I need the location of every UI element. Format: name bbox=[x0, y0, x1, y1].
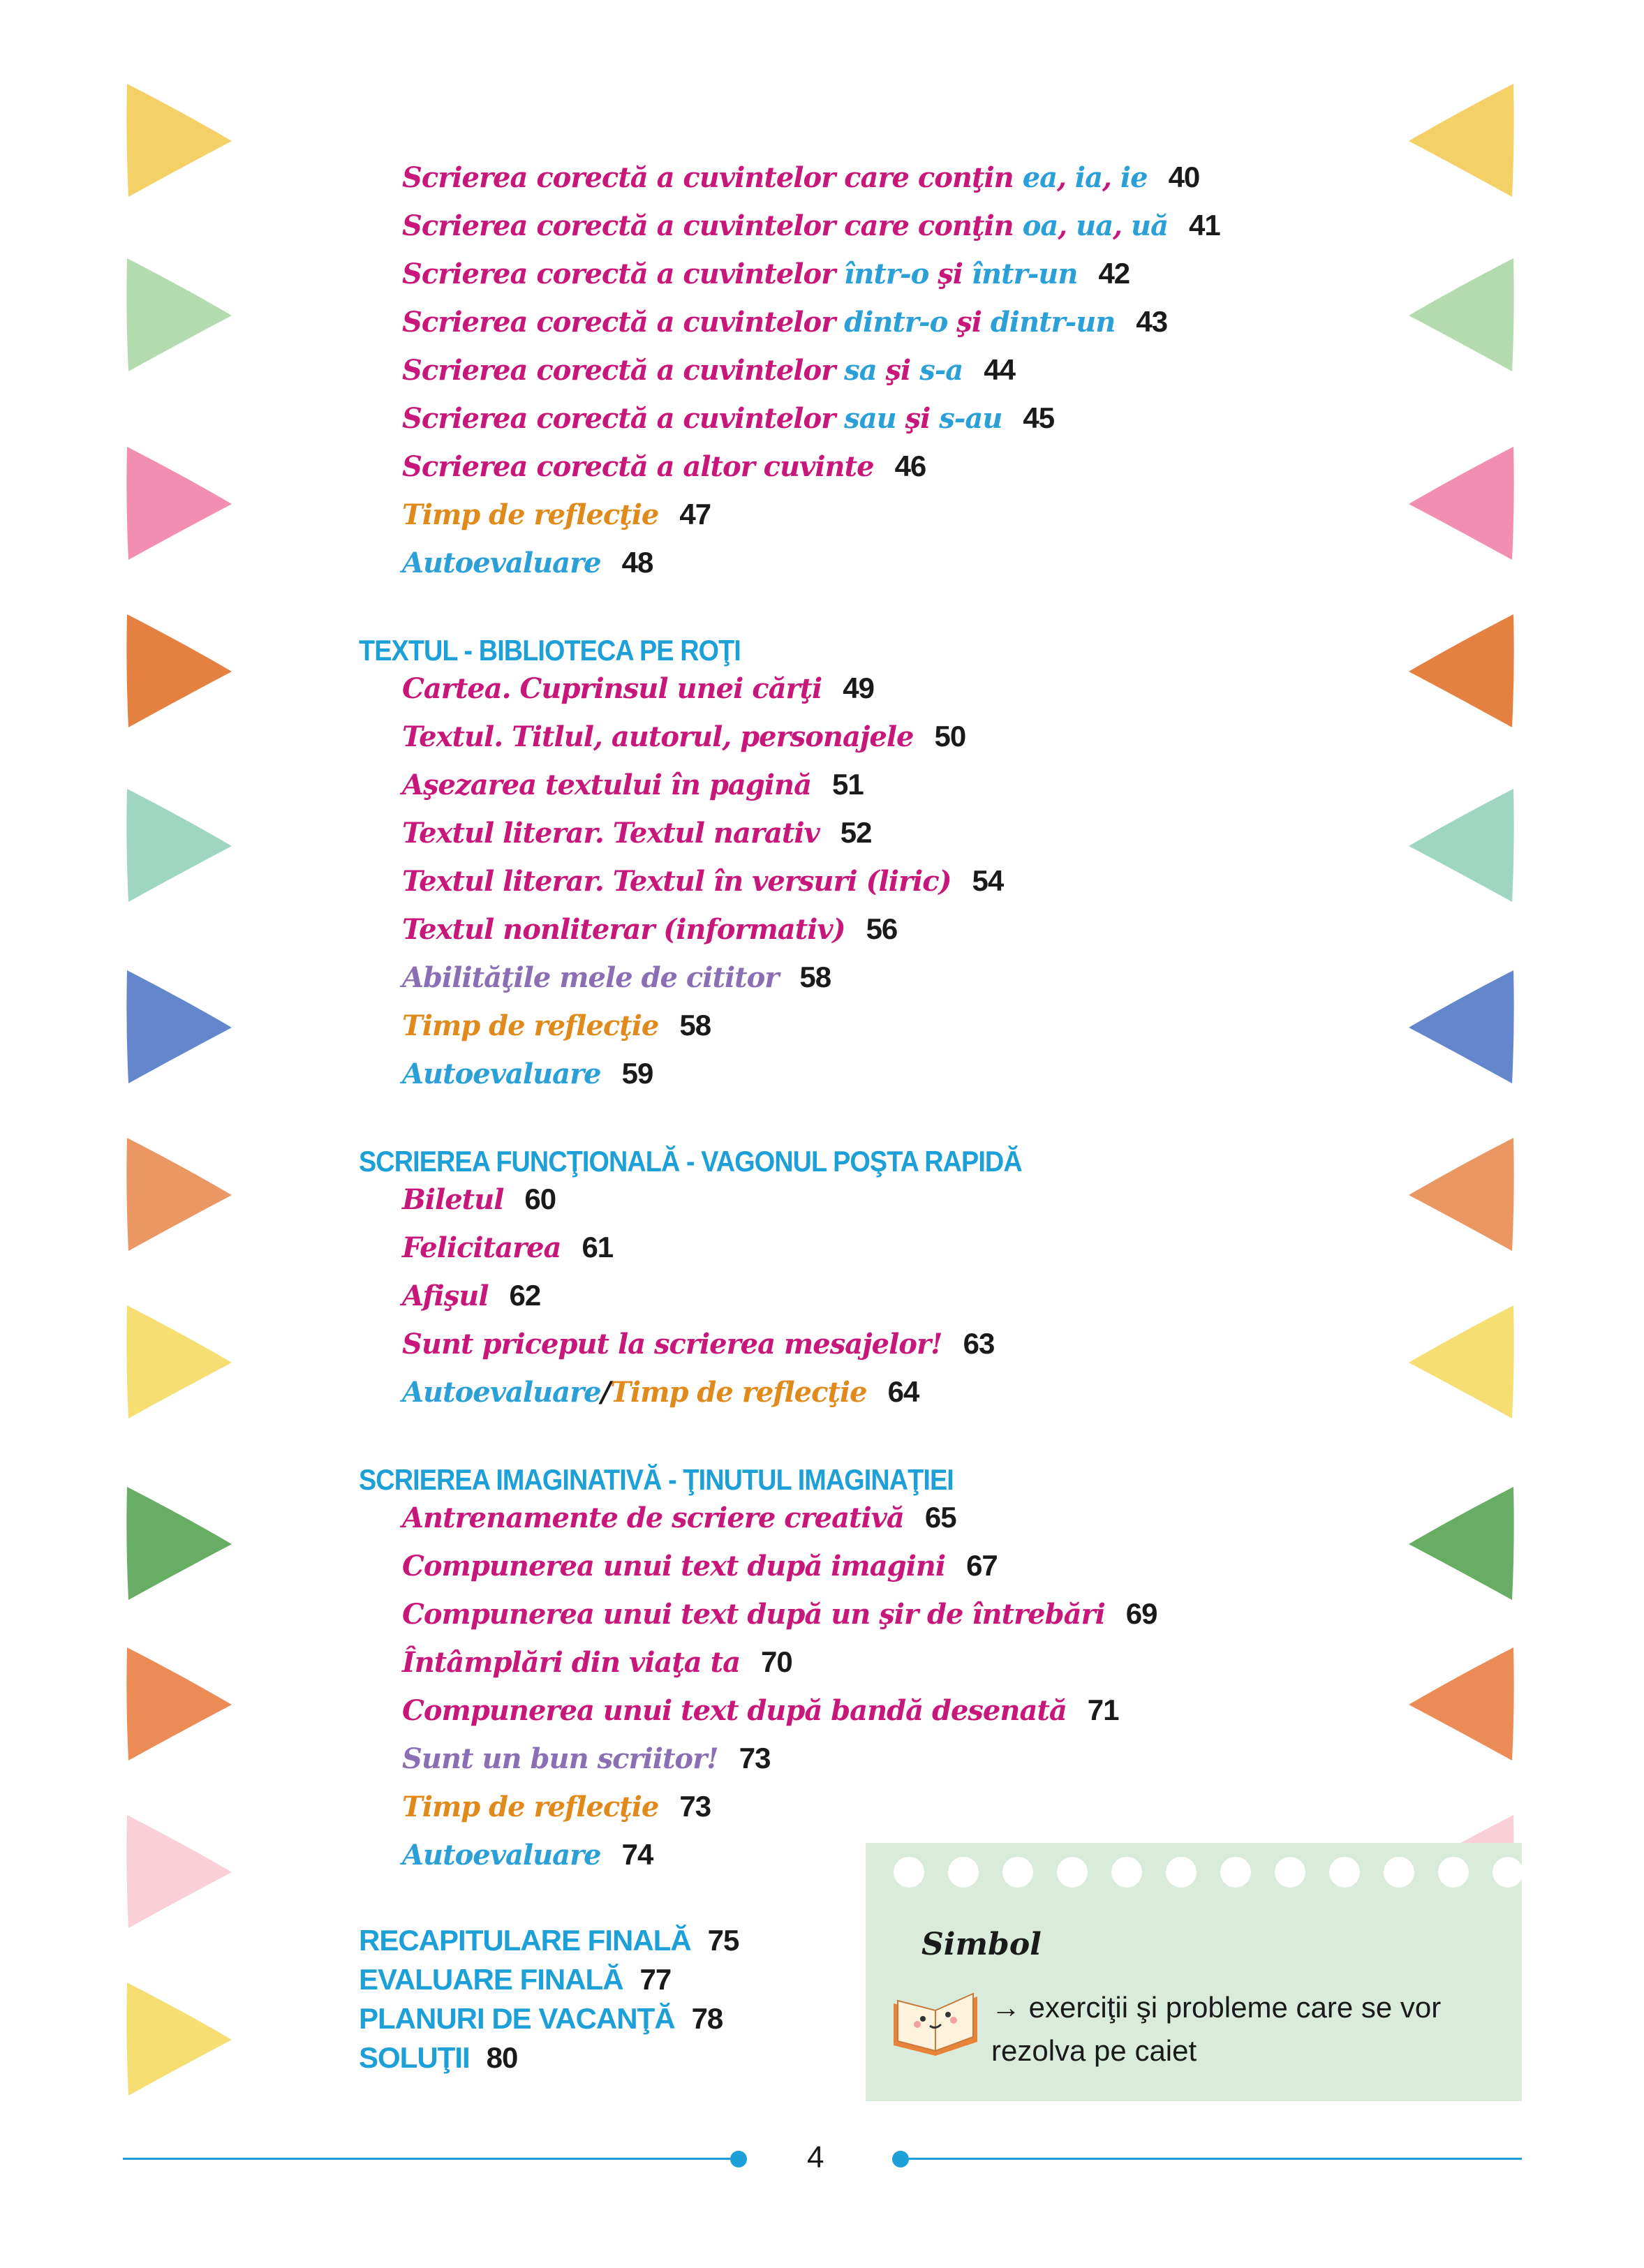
toc-entry[interactable]: Scrierea corectă a cuvintelor sa şi s-a 44 bbox=[402, 353, 1015, 387]
toc-entry[interactable]: Scrierea corectă a cuvintelor într-o şi într-un 42 bbox=[402, 257, 1130, 290]
page-number: 78 bbox=[691, 2002, 723, 2035]
section-title[interactable]: SCRIEREA FUNCŢIONALĂ - VAGONUL POŞTA RAPIDĂ bbox=[359, 1145, 1022, 1178]
toc-entry[interactable]: Scrierea corectă a cuvintelor care conţin ea, ia, ie 40 bbox=[402, 161, 1200, 194]
final-section-entry[interactable]: EVALUARE FINALĂ 77 bbox=[359, 1963, 672, 1996]
page-number: 48 bbox=[621, 546, 653, 579]
triangle-decoration bbox=[119, 1480, 237, 1606]
final-section-entry[interactable]: PLANURI DE VACANŢĂ 78 bbox=[359, 2002, 723, 2035]
toc-entry[interactable]: Compunerea unui text după bandă desenată 71 bbox=[402, 1693, 1119, 1727]
toc-entry[interactable]: Compunerea unui text după un şir de întrebări 69 bbox=[402, 1597, 1157, 1631]
triangle-decoration bbox=[119, 1976, 237, 2101]
section-title[interactable]: SCRIEREA IMAGINATIVĂ - ŢINUTUL IMAGINAŢIEI bbox=[359, 1463, 954, 1496]
footer-dot bbox=[730, 2151, 747, 2167]
toc-entry[interactable]: Autoevaluare 74 bbox=[402, 1838, 653, 1872]
toc-entry[interactable]: Autoevaluare 59 bbox=[402, 1057, 653, 1090]
page-number: 61 bbox=[582, 1231, 614, 1263]
triangle-decoration bbox=[1403, 251, 1522, 377]
toc-entry[interactable]: Timp de reflecţie 58 bbox=[402, 1009, 711, 1042]
page-number: 73 bbox=[739, 1742, 771, 1774]
triangle-decoration bbox=[119, 1298, 237, 1424]
note-title: Simbol bbox=[921, 1927, 1042, 1962]
final-section-entry[interactable]: RECAPITULARE FINALĂ 75 bbox=[359, 1924, 739, 1957]
triangle-decoration bbox=[1403, 1298, 1522, 1424]
triangle-decoration bbox=[119, 782, 237, 907]
triangle-decoration bbox=[1403, 782, 1522, 907]
page-number: 56 bbox=[866, 912, 898, 945]
page-number: 43 bbox=[1136, 305, 1168, 338]
page-number: 63 bbox=[963, 1327, 995, 1360]
toc-entry[interactable]: Timp de reflecţie 47 bbox=[402, 498, 711, 531]
toc-entry[interactable]: Afişul 62 bbox=[402, 1279, 541, 1312]
toc-entry[interactable]: Sunt un bun scriitor! 73 bbox=[402, 1742, 771, 1775]
page-number: 73 bbox=[679, 1790, 711, 1823]
page-number: 65 bbox=[924, 1501, 956, 1534]
toc-entry[interactable]: Aşezarea textului în pagină 51 bbox=[402, 768, 864, 801]
toc-entry[interactable]: Timp de reflecţie 73 bbox=[402, 1790, 711, 1823]
toc-entry[interactable]: Scrierea corectă a cuvintelor sau şi s-au 45 bbox=[402, 401, 1055, 435]
triangle-decoration bbox=[119, 440, 237, 565]
toc-entry[interactable]: Textul. Titlul, autorul, personajele 50 bbox=[402, 720, 966, 753]
page-number: 75 bbox=[707, 1924, 739, 1957]
triangle-decoration bbox=[119, 77, 237, 202]
toc-entry[interactable]: Textul literar. Textul în versuri (liric) 54 bbox=[402, 864, 1004, 898]
triangle-decoration bbox=[119, 1808, 237, 1934]
page-number: 41 bbox=[1189, 209, 1220, 242]
page-number: 47 bbox=[679, 498, 711, 531]
toc-entry[interactable]: Autoevaluare/Timp de reflecţie 64 bbox=[402, 1375, 919, 1409]
page-number: 40 bbox=[1168, 161, 1200, 193]
footer-line bbox=[123, 2158, 737, 2160]
triangle-decoration bbox=[119, 251, 237, 377]
page-number: 70 bbox=[761, 1645, 792, 1678]
page-number: 54 bbox=[972, 864, 1004, 897]
triangle-decoration bbox=[119, 1131, 237, 1257]
page-number: 58 bbox=[799, 961, 831, 993]
footer-line bbox=[908, 2158, 1522, 2160]
page-number: 51 bbox=[832, 768, 864, 801]
page-number: 52 bbox=[840, 816, 872, 849]
triangle-decoration bbox=[119, 607, 237, 733]
page-number: 67 bbox=[966, 1549, 998, 1582]
toc-entry[interactable]: Felicitarea 61 bbox=[402, 1231, 614, 1264]
toc-entry[interactable]: Scrierea corectă a cuvintelor care conţin oa, ua, uă 41 bbox=[402, 209, 1220, 242]
page-number: 58 bbox=[679, 1009, 711, 1042]
triangle-decoration bbox=[119, 963, 237, 1089]
toc-entry[interactable]: Textul nonliterar (informativ) 56 bbox=[402, 912, 898, 946]
symbol-note bbox=[866, 1843, 1522, 2101]
page-number: 77 bbox=[639, 1963, 672, 1996]
toc-entry[interactable]: Abilităţile mele de cititor 58 bbox=[402, 961, 831, 994]
page-number: 46 bbox=[894, 450, 926, 482]
page-number: 71 bbox=[1087, 1693, 1119, 1726]
toc-entry[interactable]: Compunerea unui text după imagini 67 bbox=[402, 1549, 998, 1583]
page-number: 60 bbox=[524, 1183, 556, 1215]
toc-entry[interactable]: Biletul 60 bbox=[402, 1183, 556, 1216]
triangle-decoration bbox=[1403, 1480, 1522, 1606]
toc-entry[interactable]: Autoevaluare 48 bbox=[402, 546, 653, 579]
toc-entry[interactable]: Scrierea corectă a cuvintelor dintr-o şi dintr-un 43 bbox=[402, 305, 1168, 339]
page-number: 59 bbox=[621, 1057, 653, 1090]
page-number: 42 bbox=[1098, 257, 1130, 290]
toc-entry[interactable]: Sunt priceput la scrierea mesajelor! 63 bbox=[402, 1327, 995, 1361]
section-title[interactable]: TEXTUL - BIBLIOTECA PE ROŢI bbox=[359, 634, 741, 667]
triangle-decoration bbox=[1403, 963, 1522, 1089]
page-number: 64 bbox=[887, 1375, 919, 1408]
page-number: 80 bbox=[486, 2041, 518, 2074]
page-number: 49 bbox=[843, 672, 874, 704]
triangle-decoration bbox=[1403, 440, 1522, 565]
page-number: 62 bbox=[509, 1279, 541, 1312]
page-number: 44 bbox=[984, 353, 1015, 386]
triangle-decoration bbox=[1403, 1640, 1522, 1766]
page-number: 69 bbox=[1125, 1597, 1157, 1630]
page-number: 74 bbox=[621, 1838, 653, 1871]
footer-dot bbox=[892, 2151, 909, 2167]
triangle-decoration bbox=[119, 1640, 237, 1766]
toc-entry[interactable]: Cartea. Cuprinsul unei cărţi 49 bbox=[402, 672, 874, 705]
page-number: 45 bbox=[1023, 401, 1055, 434]
toc-entry[interactable]: Scrierea corectă a altor cuvinte 46 bbox=[402, 450, 926, 483]
note-text: → exerciţii şi probleme care se vor rezolva pe caiet bbox=[991, 1991, 1442, 2067]
triangle-decoration bbox=[1403, 607, 1522, 733]
triangle-decoration bbox=[1403, 1131, 1522, 1257]
toc-entry[interactable]: Textul literar. Textul narativ 52 bbox=[402, 816, 872, 850]
page-number-footer: 4 bbox=[807, 2140, 824, 2174]
toc-entry[interactable]: Antrenamente de scriere creativă 65 bbox=[402, 1501, 956, 1534]
toc-entry[interactable]: Întâmplări din viaţa ta 70 bbox=[402, 1645, 792, 1679]
final-section-entry[interactable]: SOLUŢII 80 bbox=[359, 2041, 518, 2074]
page-number: 50 bbox=[934, 720, 966, 753]
open-book-icon bbox=[887, 1976, 984, 2059]
note-holes bbox=[894, 1857, 1523, 1888]
triangle-decoration bbox=[1403, 77, 1522, 202]
